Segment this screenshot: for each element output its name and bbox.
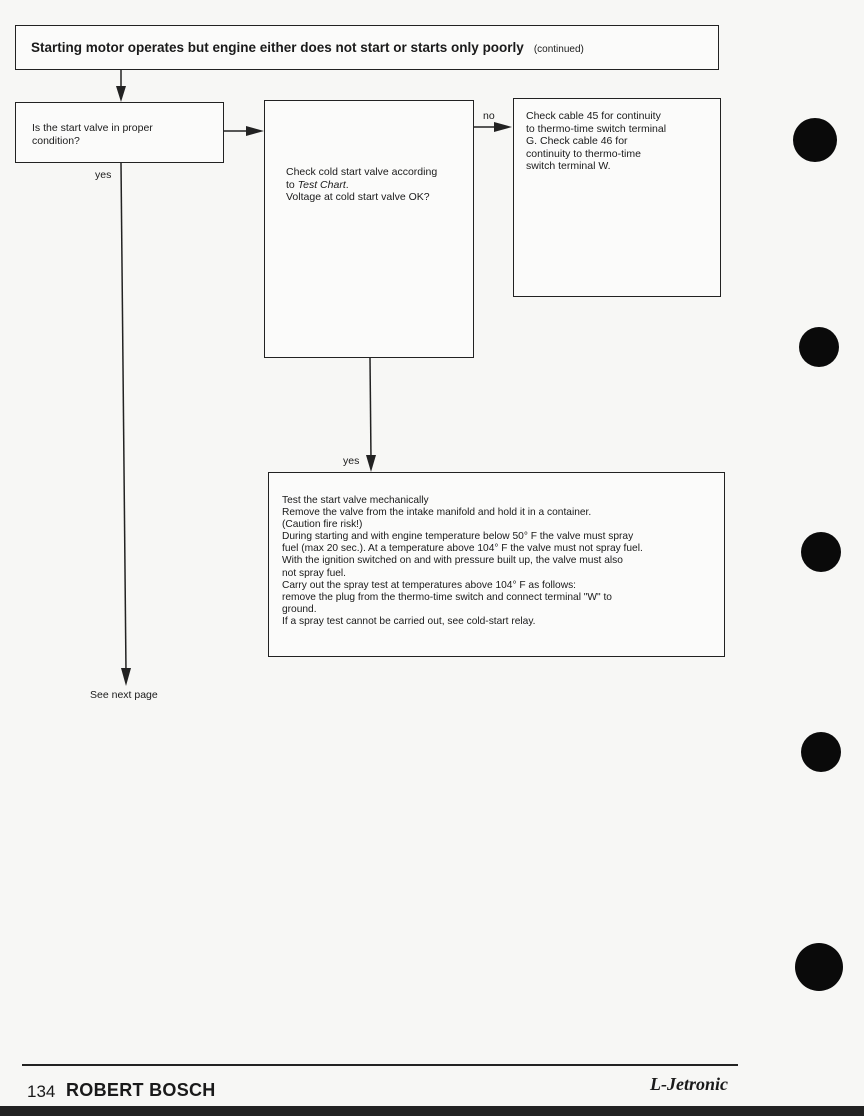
- page-number: 134: [27, 1082, 56, 1101]
- check-line-3: Voltage at cold start valve OK?: [286, 191, 430, 203]
- binder-hole: [801, 732, 841, 772]
- binder-hole: [799, 327, 839, 367]
- yes-label-down: yes: [343, 455, 360, 467]
- product-name: L-Jetronic: [650, 1074, 728, 1094]
- question-to-check-arrowhead: [246, 126, 264, 136]
- question-yes-line: [121, 163, 126, 672]
- check-to-no-arrowhead: [494, 122, 512, 132]
- yes-label-left: yes: [95, 169, 112, 181]
- mechanical-test-text: Test the start valve mechanically Remove the valve from the intake manifold and hold it in a container. (Caution fire risk!) During starting and with engine temperature below 50° F the valve must spray fuel (max 20 sec.). At a temperature above 104° F the valve must not spray fuel. With the ignition switched on and with pressure built up, the valve must also not spray fuel. Carry out the spray test at temperatures above 104° F as follows: remove the plug from the thermo-time switch and connect terminal "W" to ground. If a spray test cannot be carried out, see cold-start relay.: [282, 495, 643, 627]
- continued-label: (continued): [533, 44, 584, 55]
- test-chart-ref: Test Chart: [297, 178, 346, 191]
- title-text: Starting motor operates but engine either does not start or starts only poorly: [31, 40, 524, 55]
- no-label: no: [483, 110, 495, 122]
- binder-hole: [801, 532, 841, 572]
- check-line-2-suffix: .: [345, 178, 349, 191]
- check-to-test-arrowhead: [366, 455, 376, 472]
- question-yes-arrowhead: [121, 668, 131, 686]
- check-line-1: Check cold start valve according: [286, 166, 438, 178]
- brand-name: ROBERT BOSCH: [66, 1080, 216, 1100]
- check-to-test-line: [370, 358, 371, 460]
- no-branch-text: Check cable 45 for continuity to thermo-time switch terminal G. Check cable 46 for continuity to thermo-time switch terminal W.: [526, 110, 667, 172]
- binder-hole: [793, 118, 837, 162]
- check-line-2-prefix: to: [286, 178, 298, 191]
- binder-hole: [795, 943, 843, 991]
- see-next-page: See next page: [90, 689, 158, 701]
- page-bottom-edge: [0, 1106, 864, 1116]
- footer-rule: [22, 1064, 738, 1066]
- header-to-question-arrowhead: [116, 86, 126, 102]
- question-text: Is the start valve in proper condition?: [32, 122, 153, 147]
